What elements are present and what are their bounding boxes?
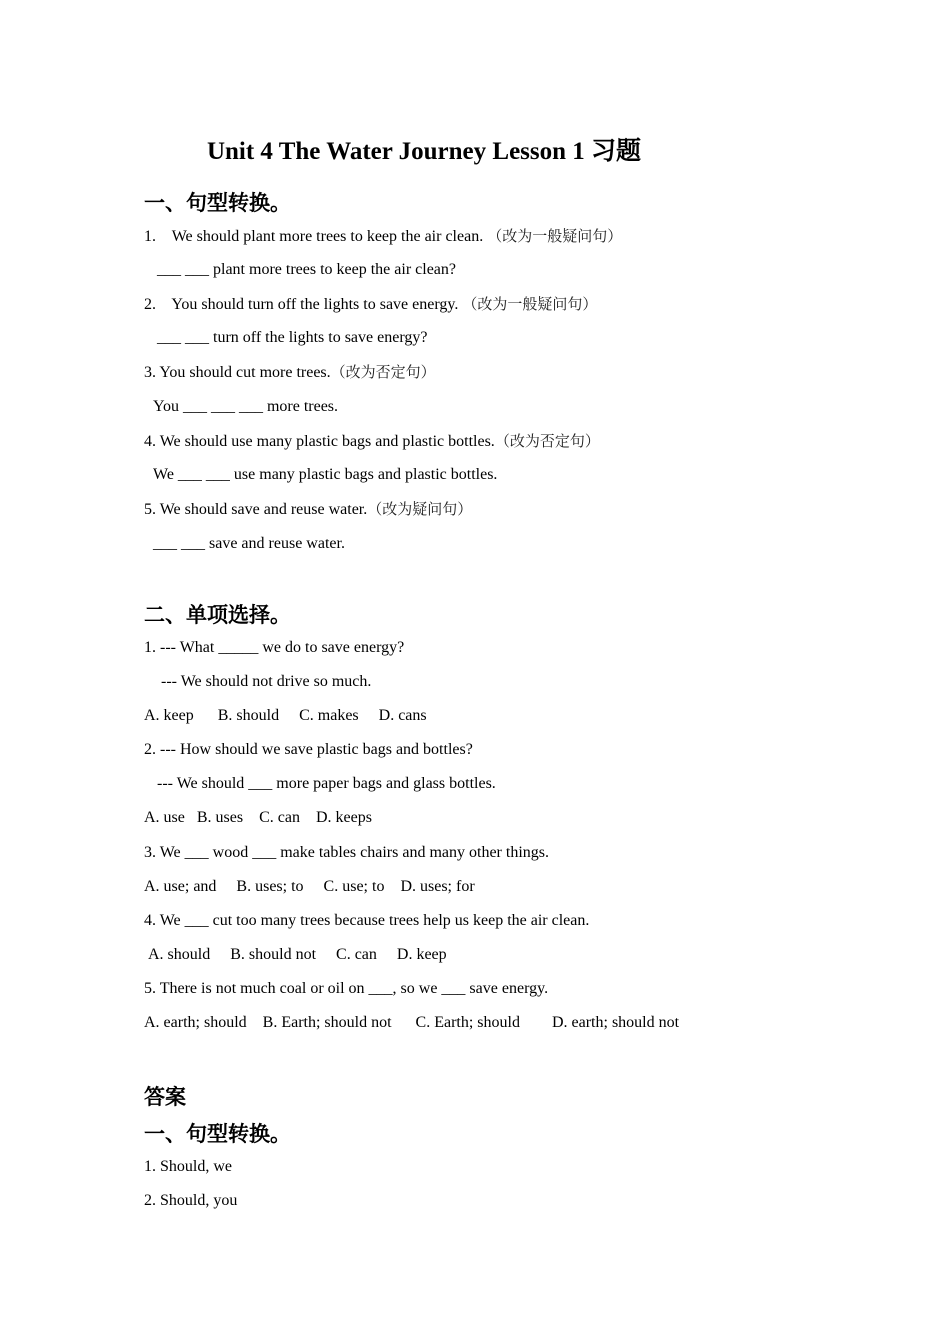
answers-heading: 答案 — [144, 1085, 186, 1109]
mc-options-line: A. earth; should B. Earth; should not C. Earth; should D. earth; should not — [144, 1014, 680, 1031]
answer-blank-line: ___ ___ save and reuse water. — [153, 535, 345, 552]
question-instruction: （改为疑问句） — [367, 500, 473, 518]
document-title: Unit 4 The Water Journey Lesson 1 习题 — [206, 138, 642, 165]
answer-line: 1. Should, we — [144, 1158, 232, 1175]
section1-heading: 一、句型转换。 — [144, 191, 291, 215]
question-line — [144, 226, 622, 247]
question-line — [144, 294, 597, 315]
section2-heading: 二、单项选择。 — [144, 603, 291, 627]
answer-blank-line: You ___ ___ ___ more trees. — [153, 398, 339, 415]
question-text: 4. We should use many plastic bags and plastic bottles. — [144, 433, 495, 450]
answer-line: 2. Should, you — [144, 1192, 238, 1209]
mc-question-line: 3. We ___ wood ___ make tables chairs and many other things. — [144, 844, 549, 861]
mc-dialog-line: --- We should not drive so much. — [161, 673, 372, 690]
question-instruction: （改为否定句） — [330, 363, 436, 381]
question-instruction: （改为否定句） — [494, 432, 600, 450]
question-line — [144, 431, 600, 452]
question-text: 1. We should plant more trees to keep the air clean. — [144, 228, 488, 245]
mc-options-line: A. use B. uses C. can D. keeps — [144, 809, 372, 826]
mc-options-line: A. should B. should not C. can D. keep — [148, 946, 447, 963]
mc-question-line: 1. --- What _____ we do to save energy? — [144, 639, 405, 656]
question-line — [144, 362, 436, 383]
mc-options-line: A. use; and B. uses; to C. use; to D. uses; for — [144, 878, 475, 895]
mc-dialog-line: --- We should ___ more paper bags and glass bottles. — [157, 775, 496, 792]
mc-question-line: 5. There is not much coal or oil on ___, so we ___ save energy. — [144, 980, 549, 997]
answer-blank-line: ___ ___ turn off the lights to save energy? — [157, 329, 428, 346]
answers-subheading: 一、句型转换。 — [144, 1122, 291, 1146]
mc-options-line: A. keep B. should C. makes D. cans — [144, 707, 427, 724]
question-instruction: （改为一般疑问句） — [487, 227, 623, 245]
answer-blank-line: ___ ___ plant more trees to keep the air clean? — [157, 261, 456, 278]
mc-question-line: 4. We ___ cut too many trees because trees help us keep the air clean. — [144, 912, 590, 929]
question-text: 2. You should turn off the lights to save energy. — [144, 296, 463, 313]
question-instruction: （改为一般疑问句） — [462, 295, 598, 313]
question-text: 3. You should cut more trees. — [144, 364, 331, 381]
question-line — [144, 499, 472, 520]
answer-blank-line: We ___ ___ use many plastic bags and plastic bottles. — [153, 466, 498, 483]
mc-question-line: 2. --- How should we save plastic bags and bottles? — [144, 741, 473, 758]
question-text: 5. We should save and reuse water. — [144, 501, 368, 518]
